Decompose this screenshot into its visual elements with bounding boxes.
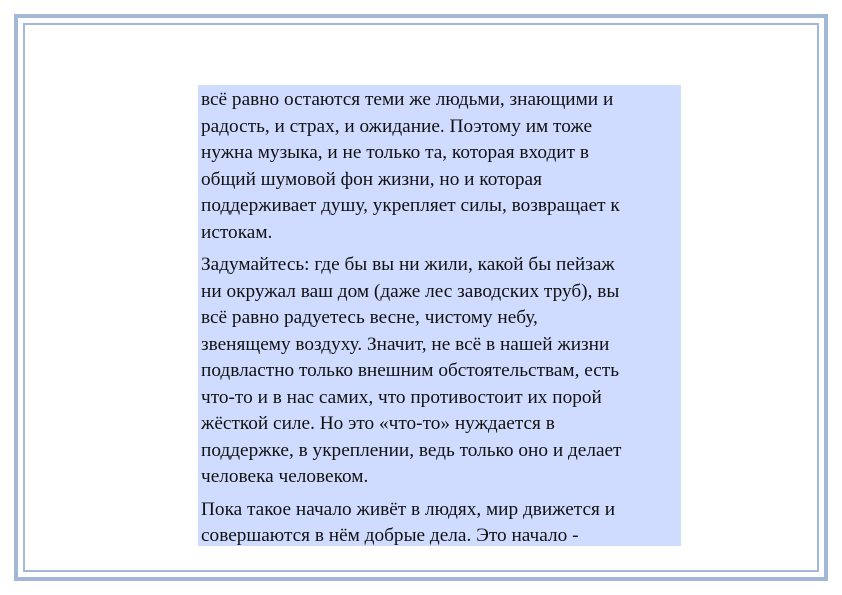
text-line: человека человеком.: [201, 466, 369, 487]
text-line: жёсткой силе. Но это «что-то» нуждается в: [201, 413, 555, 434]
paragraph-2: [201, 252, 678, 491]
text-line: Задумайтесь: где бы вы ни жили, какой бы пейзаж: [201, 254, 615, 275]
paragraph-1: [201, 87, 678, 246]
text-line: нужна музыка, и не только та, которая входит в: [201, 142, 589, 163]
text-line: что-то и в нас самих, что противостоит их порой: [201, 386, 602, 408]
text-line: общий шумовой фон жизни, но и которая: [201, 168, 542, 190]
highlighted-text-block: [198, 85, 681, 546]
text-line: подвластно только внешним обстоятельствам, есть: [201, 360, 620, 381]
text-line: поддержке, в укреплении, ведь только оно и делает: [201, 439, 622, 461]
text-line: Пока такое начало живёт в людях, мир движется и: [201, 498, 616, 520]
text-line: радость, и страх, и ожидание. Поэтому им тоже: [201, 115, 593, 137]
text-line: совершаются в нём добрые дела. Это начало -: [201, 525, 579, 546]
text-line: поддерживает душу, укрепляет силы, возвращает к: [201, 195, 620, 216]
text-line: всё равно радуетесь весне, чистому небу,: [201, 307, 538, 328]
text-line: всё равно остаются теми же людьми, знающими и: [201, 89, 614, 110]
text-line: истокам.: [201, 221, 273, 243]
text-line: ни окружал ваш дом (даже лес заводских труб), вы: [201, 280, 620, 302]
text-line: звенящему воздуху. Значит, не всё в нашей жизни: [201, 333, 610, 355]
paragraph-3: [201, 497, 678, 547]
